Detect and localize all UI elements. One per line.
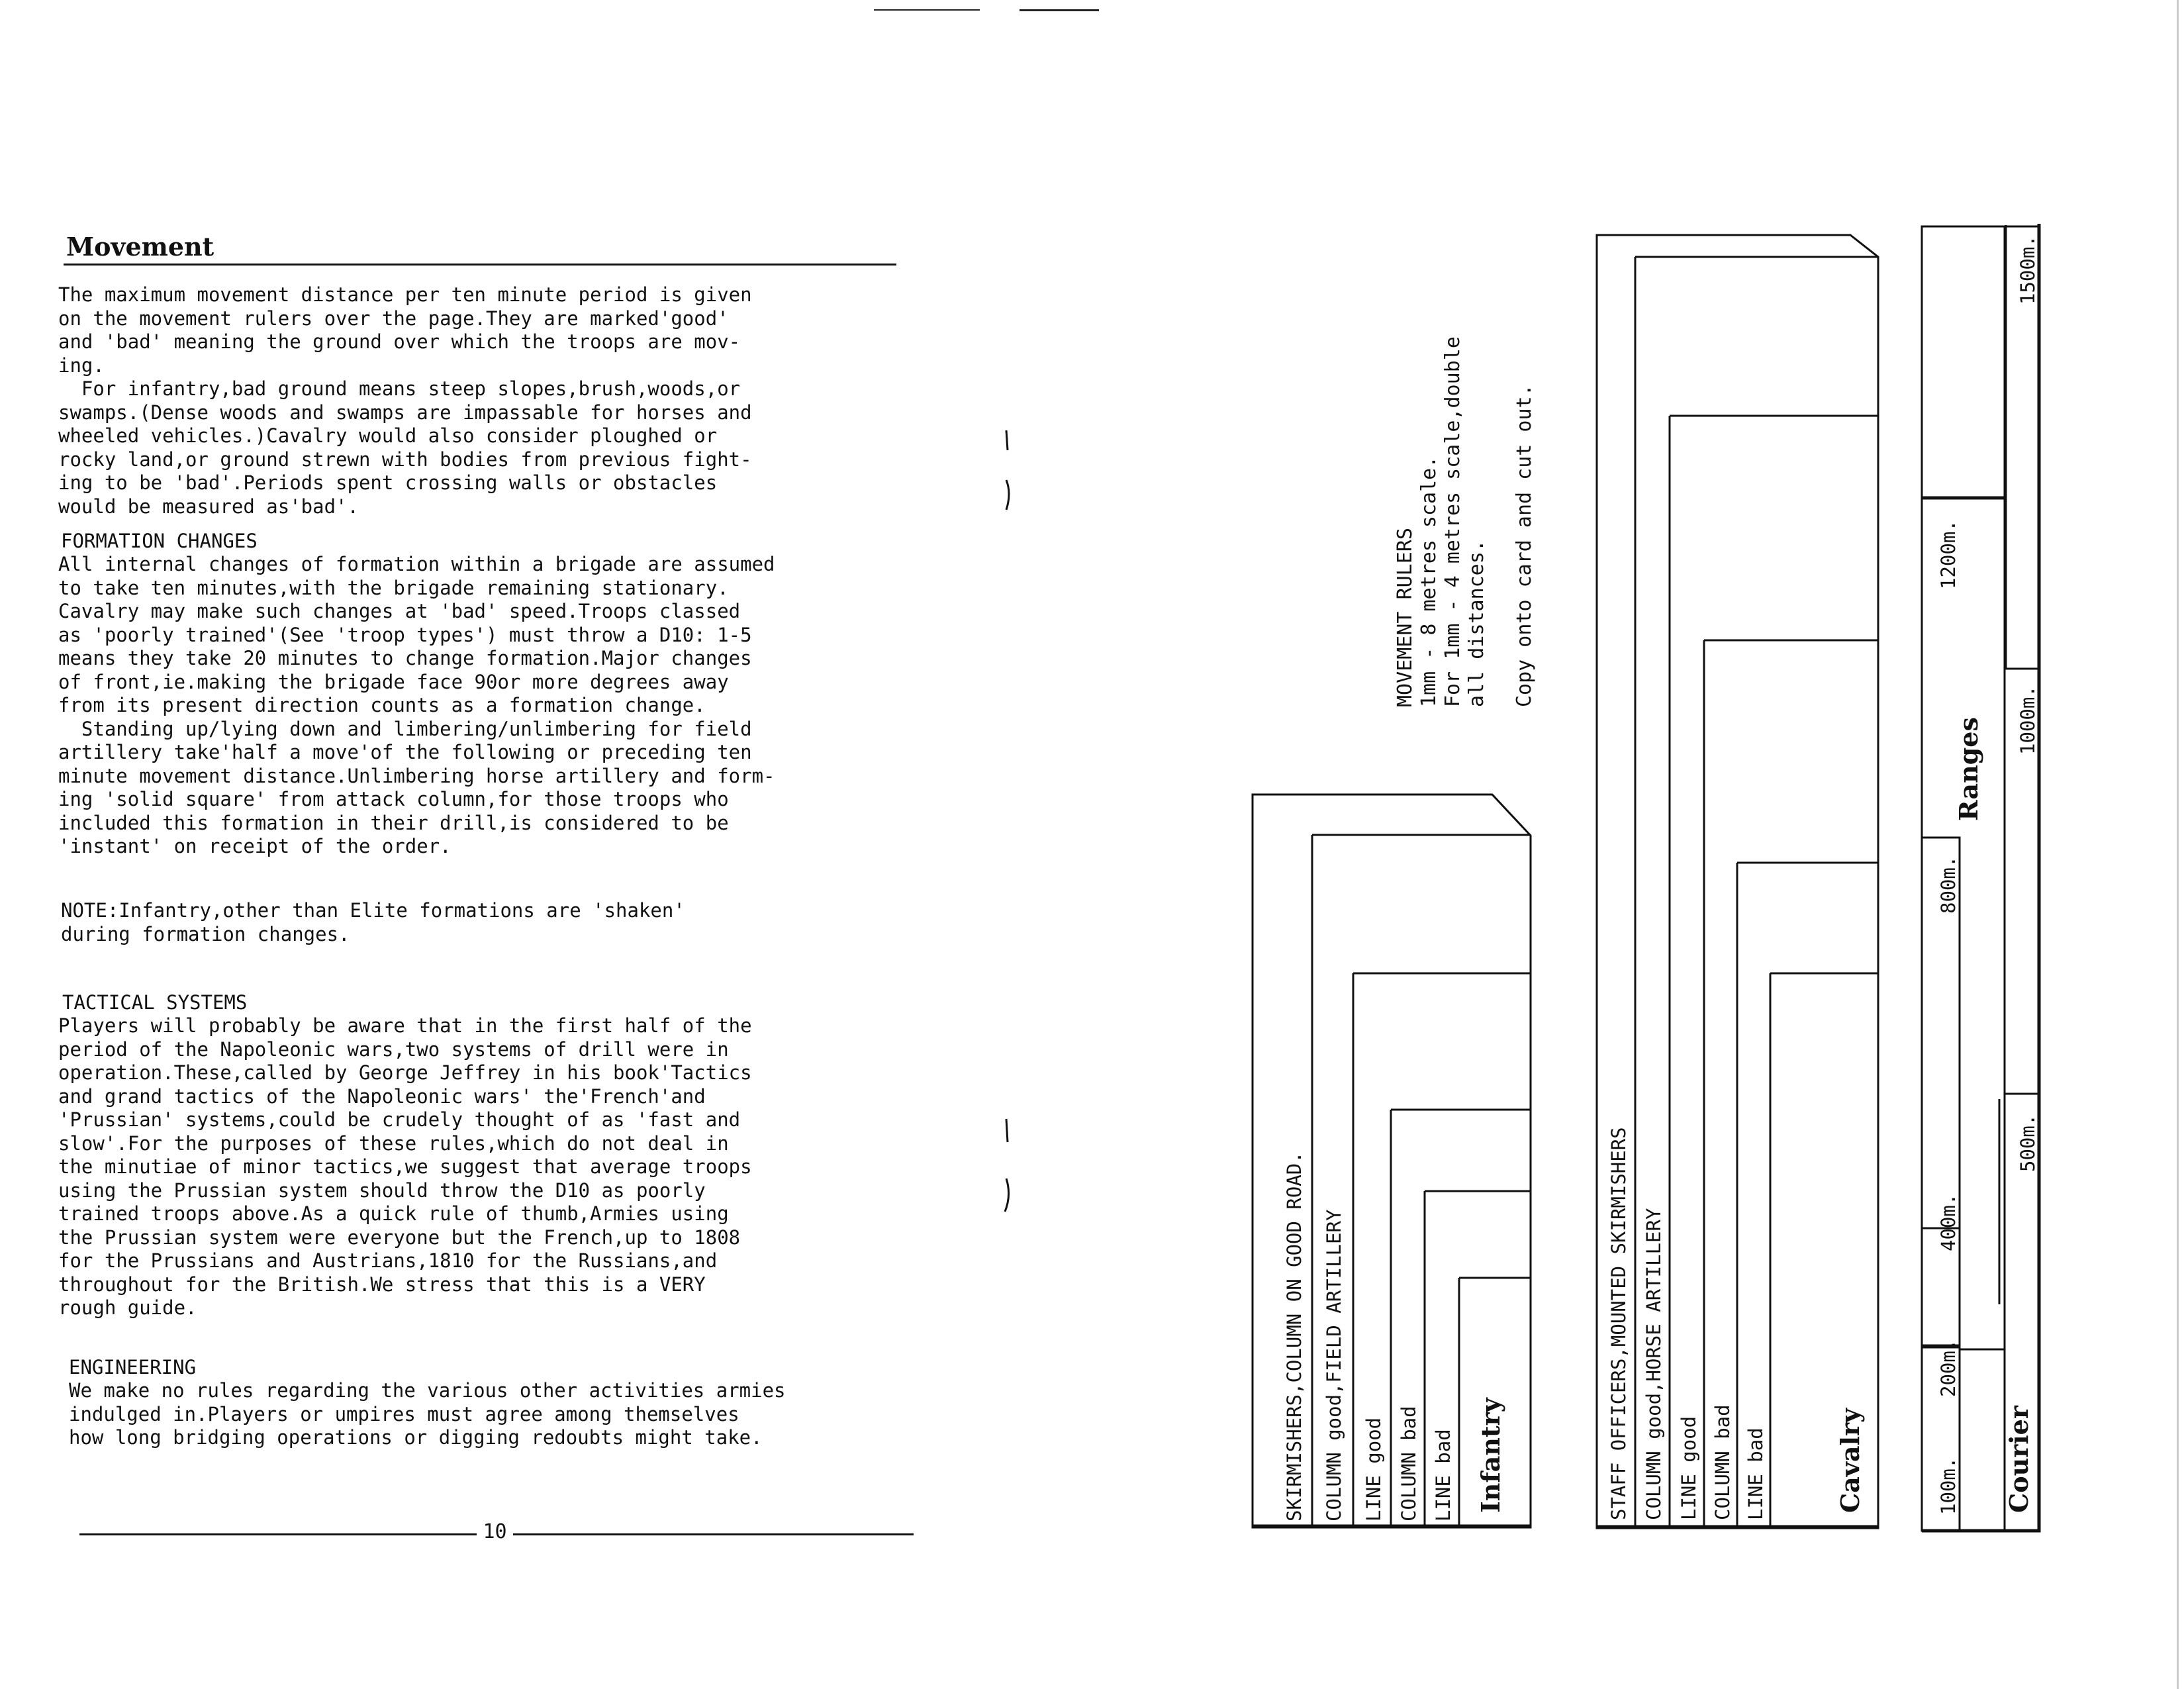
courier-mark: 1500m.	[2017, 235, 2039, 305]
cavalry-row-label: STAFF OFFICERS,MOUNTED SKIRMISHERS	[1607, 1127, 1630, 1520]
scan-edge	[2177, 0, 2179, 1689]
infantry-row-label: SKIRMISHERS,COLUMN ON GOOD ROAD.	[1283, 1151, 1306, 1521]
ranges-mark: 800m.	[1937, 855, 1960, 914]
cavalry-row-label: LINE good	[1678, 1416, 1700, 1520]
formation-changes-heading: FORMATION CHANGES	[61, 530, 258, 552]
binding-marks	[993, 417, 1020, 1225]
ranges-ruler-title: Ranges	[1954, 717, 1983, 821]
cavalry-ruler	[1595, 232, 1887, 1533]
ruler-notes-line: all distances.	[1465, 540, 1488, 707]
ruler-notes-line: 1mm - 8 metres scale.	[1417, 456, 1441, 707]
engineering-heading: ENGINEERING	[69, 1356, 197, 1378]
intro-paragraph: The maximum movement distance per ten minute period is given on the movement rulers over the page.They are marked'good' and 'bad' meaning the ground over which the troops are mov- ing. For infantry,bad ground means steep slopes,brush,woods,or swamps.(Dense woods and swamps are impassable for horses and wheeled vehicles.)Cavalry would also consider ploughed or rocky land,or ground strewn with bodies from previous fight- ing to be 'bad'.Periods spent crossing walls or obstacles would be measured as'bad'.	[58, 283, 752, 518]
scan-mark	[1020, 9, 1099, 11]
ruler-notes-line: Copy onto card and cut out.	[1513, 384, 1536, 707]
heading-rule	[64, 264, 896, 265]
cavalry-row-label: COLUMN good,HORSE ARTILLERY	[1642, 1208, 1665, 1520]
tactical-systems-paragraph: Players will probably be aware that in the first half of the period of the Napoleonic wars,two systems of drill were in operation.These,called by George Jeffrey in his book'Tactics and grand tactics of the Napoleonic wars' the'French'and 'Prussian' systems,could be crudely thought of as 'fast and slow'.For the purposes of these rules,which do not deal in the minutiae of minor tactics,we suggest that average troops using the Prussian system should throw the D10 as poorly trained troops above.As a quick rule of thumb,Armies using the Prussian system were everyone but the French,up to 1808 for the Prussians and Austrians,1810 for the Russians,and throughout for the British.We stress that this is a VERY rough guide.	[58, 1014, 752, 1319]
tactical-systems-heading: TACTICAL SYSTEMS	[62, 991, 248, 1014]
infantry-row-label: LINE bad	[1432, 1429, 1454, 1521]
page-title: Movement	[66, 232, 214, 262]
ruler-notes	[1394, 336, 1537, 707]
ruler-notes-line: For 1mm - 4 metres scale,double	[1441, 336, 1464, 707]
ranges-mark: 100m.	[1937, 1457, 1960, 1515]
ranges-mark: 400m.	[1937, 1193, 1960, 1251]
ranges-mark: 200m.	[1937, 1339, 1960, 1397]
footer-rule	[79, 1533, 477, 1535]
formation-changes-paragraph: All internal changes of formation within a brigade are assumed to take ten minutes,with the brigade remaining stationary. Cavalry may make such changes at 'bad' speed.Troops classed as 'poorly trained'(See 'troop types') must throw a D10: 1-5 means they take 20 minutes to change formation.Major changes of front,ie.making the brigade face 90or more degrees away from its present direction counts as a formation change. Standing up/lying down and limbering/unlimbering for field artillery take'half a move'of the following or preceding ten minute movement distance.Unlimbering horse artillery and form- ing 'solid square' from attack column,for those troops who included this formation in their drill,is considered to be 'instant' on receipt of the order.	[58, 553, 775, 857]
courier-mark: 500m.	[2017, 1114, 2039, 1172]
page-number: 10	[483, 1520, 507, 1543]
ruler-notes-line: MOVEMENT RULERS	[1394, 528, 1417, 707]
footer-rule	[513, 1533, 914, 1535]
courier-ruler-title: Courier	[2004, 1406, 2034, 1513]
cavalry-row-label: COLUMN bad	[1711, 1404, 1734, 1520]
infantry-row-label: COLUMN bad	[1398, 1406, 1420, 1521]
cavalry-ruler-title: Cavalry	[1835, 1408, 1865, 1513]
cavalry-row-label: LINE bad	[1744, 1427, 1767, 1520]
infantry-row-label: LINE good	[1362, 1417, 1385, 1521]
courier-mark: 1000m.	[2017, 685, 2039, 755]
note-paragraph: NOTE:Infantry,other than Elite formations are 'shaken' during formation changes.	[61, 899, 685, 945]
infantry-row-label: COLUMN good,FIELD ARTILLERY	[1323, 1209, 1345, 1521]
engineering-paragraph: We make no rules regarding the various other activities armies indulged in.Players or umpires must agree among themselves how long bridging operations or digging redoubts might take.	[69, 1379, 786, 1449]
infantry-ruler-title: Infantry	[1476, 1398, 1505, 1513]
scan-mark	[874, 9, 980, 11]
ranges-mark: 1200m.	[1937, 520, 1960, 589]
